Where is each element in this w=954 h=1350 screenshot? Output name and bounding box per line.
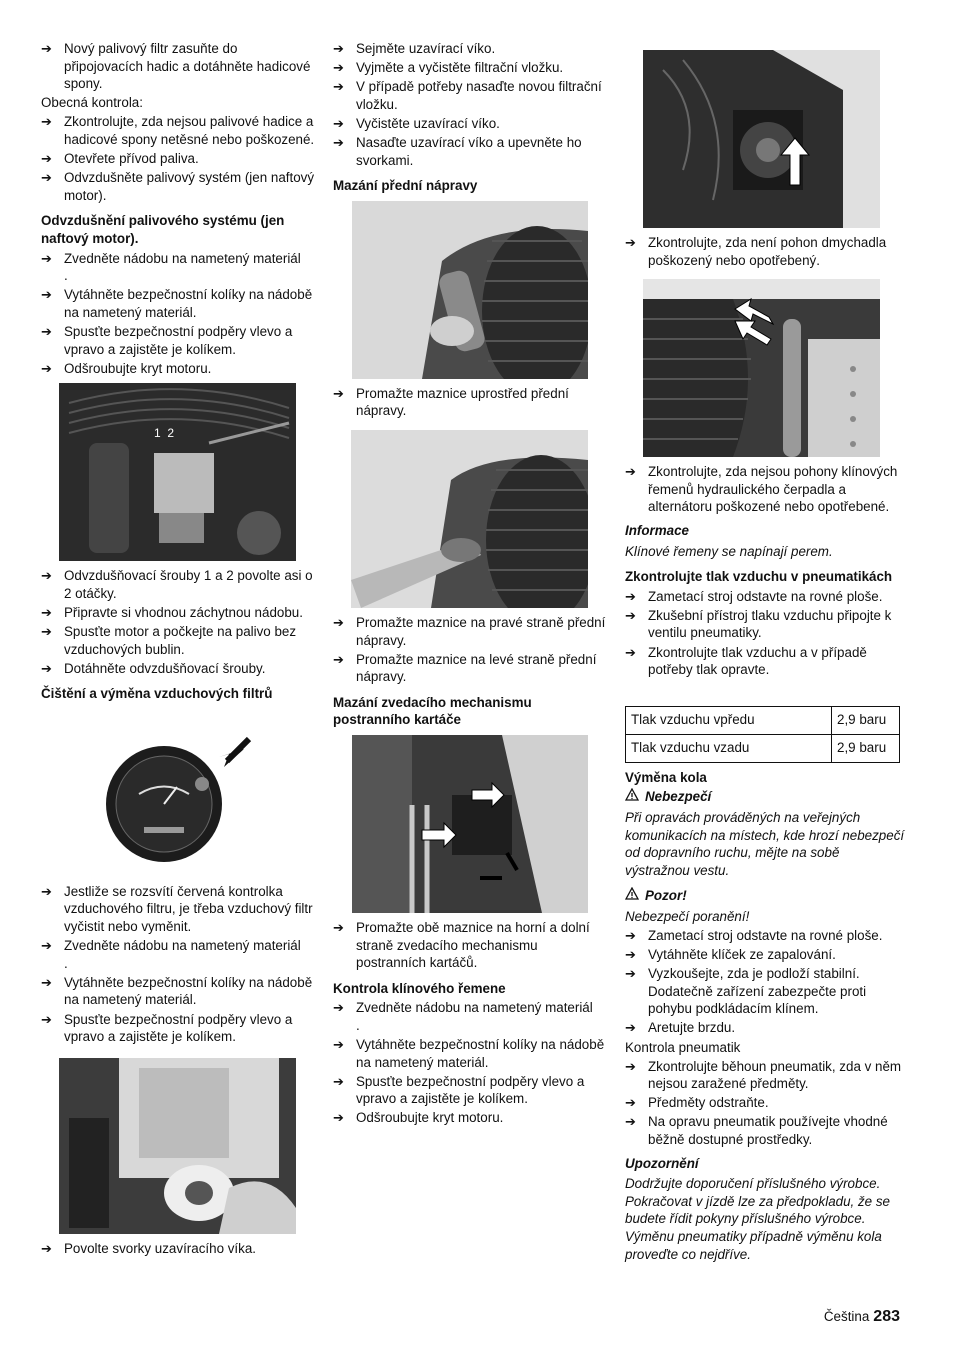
step: ➔ Vytáhněte bezpečnostní kolíky na nádobě na nametený materiál.	[41, 974, 313, 1008]
column-2	[333, 40, 608, 1129]
arrow-icon: ➔	[333, 1000, 344, 1016]
step: ➔ Spusťte motor a počkejte na palivo bez vzduchových bublin.	[41, 623, 297, 657]
section-heading: Mazání přední nápravy	[333, 178, 478, 194]
step: ➔ Spusťte bezpečnostní podpěry vlevo a vpravo a zajistěte je kolíkem.	[41, 323, 293, 357]
language-label: Čeština	[823, 1309, 870, 1324]
arrow-icon: ➔	[41, 974, 52, 990]
arrow-icon: ➔	[41, 1240, 52, 1256]
arrow-icon: ➔	[333, 614, 344, 630]
warning-triangle-icon	[625, 788, 639, 801]
step: ➔ Promažte obě maznice na horní a dolní straně zvedacího mechanismu postranních kartáčů.	[333, 920, 590, 971]
arrow-icon: ➔	[625, 947, 636, 963]
arrow-icon: ➔	[625, 464, 636, 480]
arrow-icon: ➔	[41, 1011, 52, 1027]
arrow-icon: ➔	[625, 607, 636, 623]
info-text: Klínové řemeny se napínají perem.	[625, 543, 833, 559]
section-heading: Odvzdušnění palivového systému (jen naftový motor).	[41, 213, 285, 246]
step: ➔ Vyjměte a vyčistěte filtrační vložku.	[333, 60, 564, 76]
table-cell: 2,9 baru	[832, 706, 900, 734]
step: ➔ Zkontrolujte, zda nejsou palivové hadice a hadicové spony netěsné nebo poškozené.	[41, 114, 315, 147]
step: ➔ Nasaďte uzavírací víko a upevněte ho svorkami.	[333, 134, 582, 168]
caution-text: Nebezpečí poranění!	[625, 908, 750, 924]
arrow-icon: ➔	[333, 79, 344, 95]
table-cell: 2,9 baru	[832, 734, 900, 762]
table-cell: Tlak vzduchu vpředu	[626, 706, 832, 734]
air-filter-gauge-photo	[59, 709, 296, 877]
step: ➔ Aretujte brzdu.	[625, 1020, 736, 1036]
step: ➔ Zkontrolujte běhoun pneumatik, zda v něm nejsou zaražené předměty.	[625, 1058, 902, 1092]
warning-triangle-icon	[625, 887, 639, 900]
step: ➔ Připravte si vhodnou záchytnou nádobu.	[41, 604, 303, 620]
step: ➔ Otevřete přívod paliva.	[41, 151, 199, 167]
arrow-icon: ➔	[41, 170, 52, 186]
section-heading: Zkontrolujte tlak vzduchu v pneumatikách	[625, 569, 893, 585]
step: ➔ Odvzdušňovací šrouby 1 a 2 povolte asi o 2 otáčky.	[41, 568, 313, 601]
page-footer	[824, 1308, 900, 1326]
step: ➔ Zkušební přístroj tlaku vzduchu připojte k ventilu pneumatiky.	[625, 607, 892, 641]
note-heading: Upozornění	[625, 1155, 699, 1171]
step: ➔ Vyčistěte uzavírací víko.	[333, 115, 500, 131]
arrow-icon: ➔	[625, 1114, 636, 1130]
arrow-icon: ➔	[41, 604, 52, 620]
tire-check-label: Kontrola pneumatik	[625, 1039, 741, 1055]
step: ➔ Sejměte uzavírací víko.	[333, 41, 496, 56]
arrow-icon: ➔	[625, 1020, 636, 1036]
step: ➔ Jestliže se rozsvítí červená kontrolka vzduchového filtru, je třeba vzduchový filtr vyčistit nebo vyměnit.	[41, 883, 313, 935]
step: ➔ Odvzdušněte palivový systém (jen naftový motor).	[41, 170, 315, 203]
photo-callout-labels: 1 2	[154, 426, 175, 441]
arrow-icon: ➔	[333, 60, 344, 76]
step: ➔ Zkontrolujte tlak vzduchu a v případě potřeby tlak opravte.	[625, 644, 867, 678]
column-3	[625, 50, 905, 1265]
step: ➔ Zvedněte nádobu na nametený materiál .	[333, 1000, 593, 1033]
step: ➔ Zvedněte nádobu na nametený materiál .	[41, 938, 301, 971]
arrow-icon: ➔	[625, 644, 636, 660]
table-cell: Tlak vzduchu vzadu	[626, 734, 832, 762]
note-text: Dodržujte doporučení příslušného výrobce. Pokračovat v jízdě lze za předpokladu, že se budete řídit pokyny příslušného výrobce. Výměnu pneumatiky případně výměnu kola proveďte co nejdříve.	[625, 1176, 890, 1262]
arrow-icon: ➔	[333, 41, 344, 56]
engine-bleed-screws-photo	[59, 383, 296, 561]
arrow-icon: ➔	[625, 235, 636, 250]
step: ➔ Na opravu pneumatik používejte vhodné běžně dostupné prostředky.	[625, 1114, 888, 1147]
step: ➔ Zkontrolujte, zda nejsou pohony klínových řemenů hydraulického čerpadla a alternátoru poškozené nebo opotřebené.	[625, 464, 898, 515]
arrow-icon: ➔	[333, 115, 344, 131]
arrow-icon: ➔	[333, 1110, 344, 1126]
arrow-icon: ➔	[41, 151, 52, 167]
step: ➔ Nový palivový filtr zasuňte do připojovacích hadic a dotáhněte hadicové spony.	[41, 41, 311, 92]
danger-text: Při opravách prováděných na veřejných komunikacích na místech, kde hrozí nebezpečí od dopravního ruchu, mějte na sobě výstražnou vestu.	[625, 809, 905, 878]
step: ➔ Spusťte bezpečnostní podpěry vlevo a vpravo a zajistěte je kolíkem.	[41, 1011, 293, 1045]
arrow-icon: ➔	[41, 938, 52, 954]
step: ➔ Odšroubujte kryt motoru.	[333, 1110, 504, 1126]
arrow-icon: ➔	[333, 1073, 344, 1089]
step: ➔ Povolte svorky uzavíracího víka.	[41, 1240, 257, 1256]
step: ➔ Promažte maznice uprostřed přední nápravy.	[333, 385, 569, 419]
step: ➔ Vyzkoušejte, zda je podloží stabilní. Dodatečně zařízení zabezpečte proti pohybu podkládacím klínem.	[625, 966, 867, 1017]
step: ➔ V případě potřeby nasaďte novou filtrační vložku.	[333, 79, 602, 112]
step: ➔ Spusťte bezpečnostní podpěry vlevo a vpravo a zajistěte je kolíkem.	[333, 1073, 585, 1107]
side-brush-lift-photo	[352, 735, 588, 913]
arrow-icon: ➔	[41, 287, 52, 303]
general-check-label: Obecná kontrola:	[41, 95, 143, 111]
step: ➔ Odšroubujte kryt motoru.	[41, 360, 212, 376]
arrow-icon: ➔	[41, 360, 52, 376]
arrow-icon: ➔	[333, 920, 344, 935]
arrow-icon: ➔	[41, 323, 52, 339]
arrow-icon: ➔	[41, 250, 52, 266]
step: ➔ Zametací stroj odstavte na rovné ploše.	[625, 588, 883, 604]
step: ➔ Promažte maznice na levé straně přední nápravy.	[333, 651, 597, 685]
arrow-icon: ➔	[625, 1058, 636, 1074]
arrow-icon: ➔	[333, 1037, 344, 1053]
section-heading: Výměna kola	[625, 769, 707, 785]
step: ➔ Vytáhněte bezpečnostní kolíky na nádobě na nametený materiál.	[41, 287, 313, 320]
arrow-icon: ➔	[41, 660, 52, 676]
step: ➔ Dotáhněte odvzdušňovací šrouby.	[41, 660, 266, 676]
arrow-icon: ➔	[41, 623, 52, 639]
arrow-icon: ➔	[41, 568, 52, 584]
arrow-icon: ➔	[333, 651, 344, 667]
step: ➔ Předměty odstraňte.	[625, 1095, 769, 1111]
arrow-icon: ➔	[41, 41, 52, 56]
table-row	[626, 734, 900, 762]
step: ➔ Zkontrolujte, zda není pohon dmychadla poškozený nebo opotřebený.	[625, 235, 887, 268]
section-heading: Kontrola klínového řemene	[333, 980, 506, 996]
blower-drive-photo	[643, 50, 880, 228]
air-filter-clamps-photo	[59, 1058, 296, 1234]
tire-pressure-table	[625, 706, 900, 763]
step: ➔ Zvedněte nádobu na nametený materiál .	[41, 250, 301, 284]
step: ➔ Promažte maznice na pravé straně přední nápravy.	[333, 614, 606, 648]
front-axle-right-grease-photo	[351, 430, 588, 608]
section-heading: Čištění a výměna vzduchových filtrů	[41, 686, 273, 702]
arrow-icon: ➔	[41, 883, 52, 899]
arrow-icon: ➔	[333, 385, 344, 401]
arrow-icon: ➔	[625, 966, 636, 982]
info-heading: Informace	[625, 522, 689, 538]
caution-heading: Pozor!	[625, 887, 905, 905]
page-number: 283	[873, 1308, 900, 1325]
v-belt-drives-photo	[643, 279, 880, 457]
section-heading: Mazání zvedacího mechanismu postranního kartáče	[333, 694, 532, 728]
step: ➔ Zametací stroj odstavte na rovné ploše.	[625, 927, 883, 943]
step: ➔ Vytáhněte bezpečnostní kolíky na nádobě na nametený materiál.	[333, 1037, 605, 1070]
table-row	[626, 706, 900, 734]
arrow-icon: ➔	[625, 1095, 636, 1111]
danger-heading: Nebezpečí	[625, 788, 905, 806]
arrow-icon: ➔	[41, 114, 52, 130]
arrow-icon: ➔	[333, 134, 344, 150]
arrow-icon: ➔	[625, 927, 636, 943]
step: ➔ Vytáhněte klíček ze zapalování.	[625, 947, 836, 963]
column-1	[41, 40, 316, 1259]
front-axle-center-grease-photo	[352, 201, 588, 379]
arrow-icon: ➔	[625, 588, 636, 604]
